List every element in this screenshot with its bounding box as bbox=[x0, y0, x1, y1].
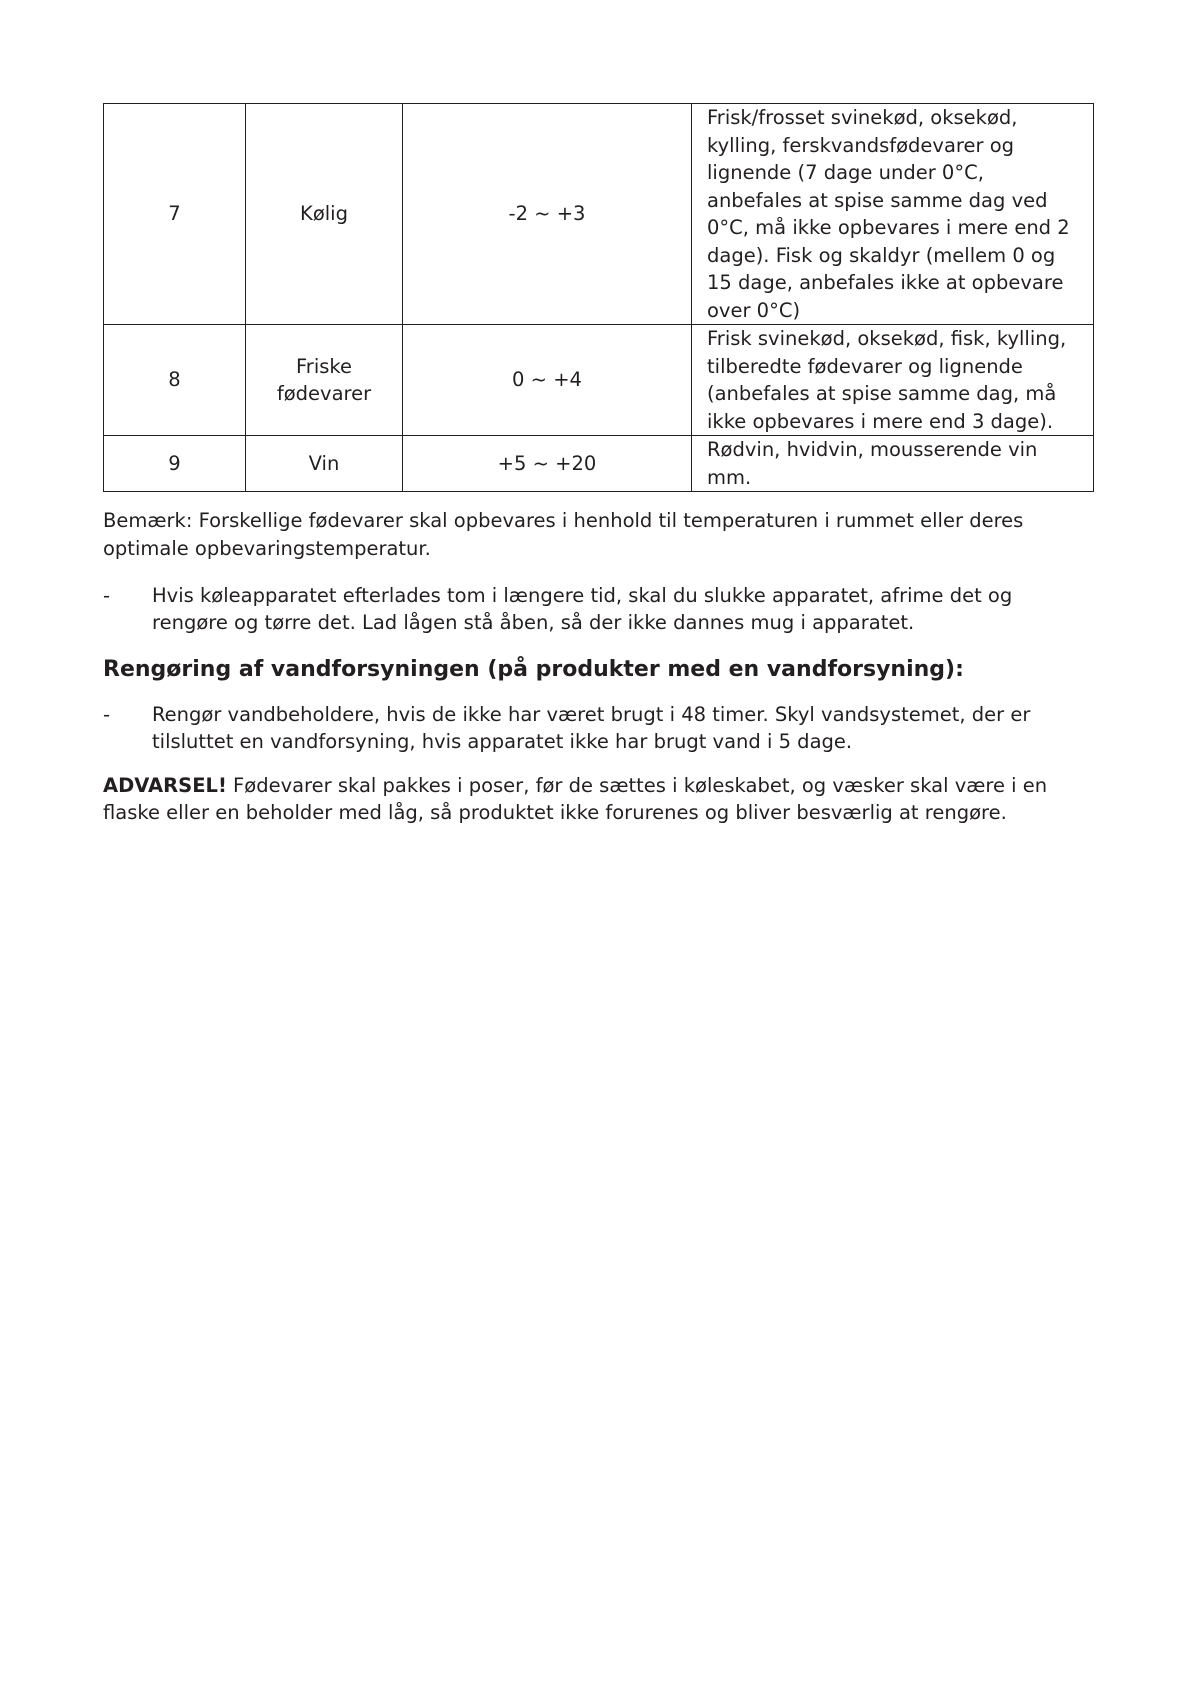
list-item bbox=[103, 701, 1093, 756]
compartment-number: 9 bbox=[104, 436, 246, 492]
compartment-name: Vin bbox=[246, 436, 403, 492]
warning-label: ADVARSEL! bbox=[103, 773, 227, 797]
warning-text: Fødevarer skal pakkes i poser, før de sættes i køleskabet, og væsker skal være i en flaske eller en beholder med låg, så produktet ikke forurenes og bliver besværlig at rengøre. bbox=[103, 773, 1048, 824]
section-heading: Rengøring af vandforsyningen (på produkter med en vandforsyning): bbox=[103, 656, 964, 682]
bullet-text: Hvis køleapparatet efterlades tom i længere tid, skal du slukke apparatet, afrime det og rengøre og tørre det. Lad lågen stå åben, så der ikke dannes mug i apparatet. bbox=[152, 583, 1013, 634]
compartment-name: Friske fødevarer bbox=[246, 325, 403, 436]
storage-note: Bemærk: Forskellige fødevarer skal opbevares i henhold til temperaturen i rummet eller deres optimale opbevaringstemperatur. bbox=[103, 509, 1024, 560]
storage-temperature-table bbox=[103, 103, 1094, 492]
table-row bbox=[104, 104, 1094, 325]
compartment-number: 7 bbox=[104, 104, 246, 325]
bullet-dash: - bbox=[103, 702, 111, 726]
list-item bbox=[103, 582, 1093, 637]
compartment-number: 8 bbox=[104, 325, 246, 436]
food-description: Frisk/frosset svinekød, oksekød, kylling, ferskvandsfødevarer og lignende (7 dage under 0°C, anbefales at spise samme dag ved 0°C, må ikke opbevares i mere end 2 dage). Fisk og skaldyr (mellem 0 og 15 dage, anbefales ikke at opbevare over 0°C) bbox=[692, 104, 1094, 325]
warning-paragraph bbox=[103, 772, 1093, 827]
temperature-range: +5 ~ +20 bbox=[403, 436, 692, 492]
food-description: Frisk svinekød, oksekød, fisk, kylling, tilberedte fødevarer og lignende (anbefales at spise samme dag, må ikke opbevares i mere end 3 dage). bbox=[692, 325, 1094, 436]
table-row bbox=[104, 325, 1094, 436]
temperature-range: -2 ~ +3 bbox=[403, 104, 692, 325]
document-page bbox=[103, 103, 1093, 846]
bullet-dash: - bbox=[103, 583, 111, 607]
bullet-text: Rengør vandbeholdere, hvis de ikke har været brugt i 48 timer. Skyl vandsystemet, der er tilsluttet en vandforsyning, hvis apparatet ikke har brugt vand i 5 dage. bbox=[152, 702, 1031, 753]
food-description: Rødvin, hvidvin, mousserende vin mm. bbox=[692, 436, 1094, 492]
compartment-name: Kølig bbox=[246, 104, 403, 325]
table-row bbox=[104, 436, 1094, 492]
temperature-range: 0 ~ +4 bbox=[403, 325, 692, 436]
